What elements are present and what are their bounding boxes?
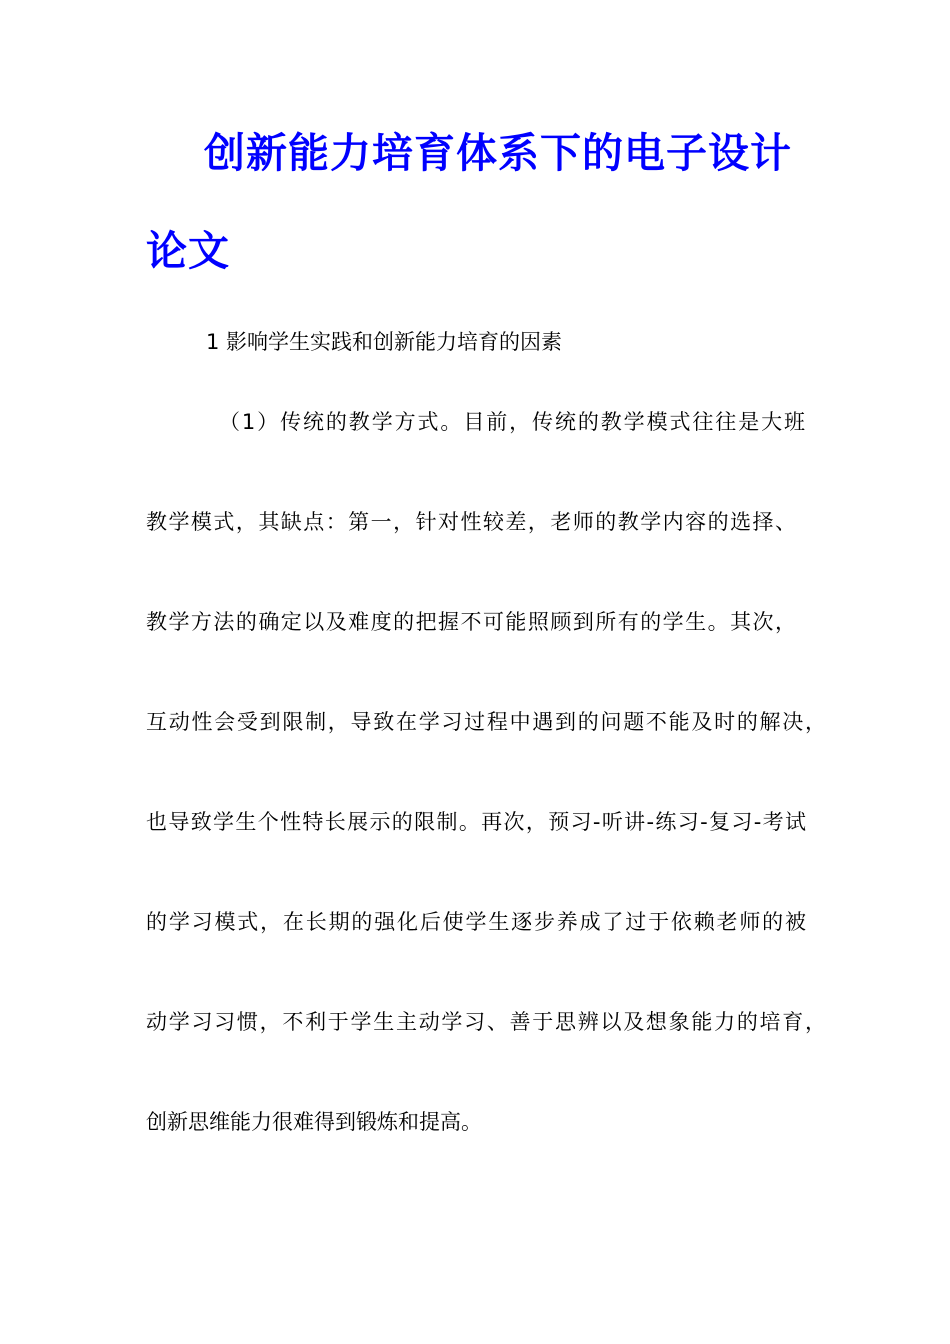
paragraph-line-7: 动学习习惯，不利于学生主动学习、善于思辨以及想象能力的培育， (146, 1010, 826, 1034)
document-title-line-2: 论文 (146, 227, 230, 275)
paragraph-line-2: 教学模式，其缺点：第一，针对性较差，老师的教学内容的选择、 (146, 510, 796, 534)
paragraph-line-5: 也导致学生个性特长展示的限制。再次，预习-听讲-练习-复习-考试 (146, 810, 806, 834)
document-title-line-1: 创新能力培育体系下的电子设计 (204, 129, 792, 177)
paragraph-line-8: 创新思维能力很难得到锻炼和提高。 (146, 1110, 482, 1134)
section-heading: 1 影响学生实践和创新能力培育的因素 (206, 330, 563, 354)
paragraph-line-3: 教学方法的确定以及难度的把握不可能照顾到所有的学生。其次， (146, 610, 796, 634)
paragraph-line-1: （1）传统的教学方式。目前，传统的教学模式往往是大班 (219, 410, 805, 434)
paragraph-line-6: 的学习模式，在长期的强化后使学生逐步养成了过于依赖老师的被 (146, 910, 806, 934)
paragraph-line-4: 互动性会受到限制，导致在学习过程中遇到的问题不能及时的解决， (146, 710, 826, 734)
